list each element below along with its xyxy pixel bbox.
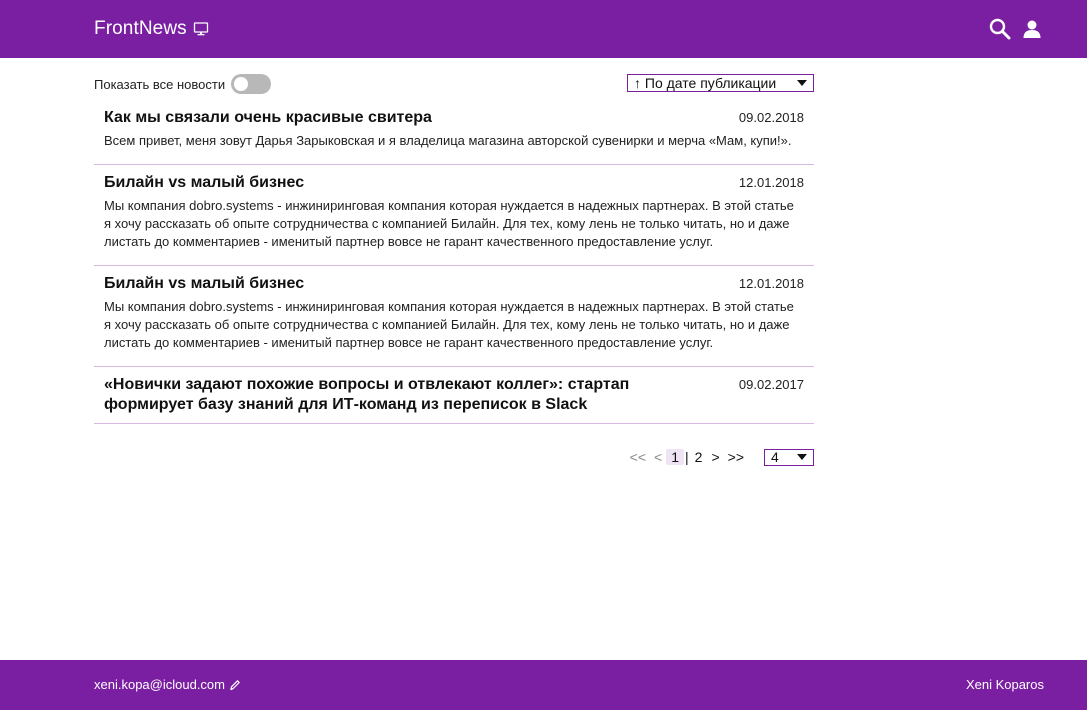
- news-item[interactable]: [94, 165, 814, 266]
- news-item[interactable]: [94, 100, 814, 165]
- monitor-icon: [193, 21, 209, 37]
- chevron-down-icon: [797, 80, 807, 86]
- news-date: 12.01.2018: [738, 175, 804, 190]
- footer: [0, 660, 1087, 710]
- toggle-knob: [234, 77, 248, 91]
- news-title[interactable]: Билайн vs малый бизнес: [104, 275, 305, 292]
- page-2-button[interactable]: 2: [694, 449, 703, 465]
- search-icon[interactable]: [987, 16, 1013, 42]
- news-title[interactable]: Как мы связали очень красивые свитера: [104, 109, 432, 126]
- show-all-label: Показать все новости: [94, 76, 226, 92]
- sort-select[interactable]: [627, 74, 814, 92]
- news-title[interactable]: «Новички задают похожие вопросы и отвлекают коллег»: стартап формирует базу знаний для ИТ-команд из переписок в Slack: [104, 376, 630, 413]
- pagination: [626, 447, 814, 467]
- news-excerpt: Мы компания dobro.systems - инжиниринговая компания которая нуждается в надежных партнерах. В этой статье я хочу рассказать об опыте сотрудничества с компанией Билайн. Для тех, кому лень не только читать, но и даже листать до комментариев - именитый партнер вовсе не гарант качественного предоставление услуг.: [104, 299, 794, 350]
- brand-title: FrontNews: [94, 18, 187, 39]
- sort-select-value: ↑ По дате публикации: [634, 75, 777, 91]
- news-title[interactable]: Билайн vs малый бизнес: [104, 174, 305, 191]
- news-item[interactable]: [94, 266, 814, 367]
- top-app-bar: [0, 0, 1087, 58]
- brand[interactable]: [94, 18, 209, 40]
- news-item-header: [104, 274, 804, 294]
- user-icon[interactable]: [1019, 16, 1045, 42]
- news-list: [94, 100, 814, 424]
- per-page-select[interactable]: [764, 449, 814, 466]
- news-excerpt: Всем привет, меня зовут Дарья Зарыковская и я владелица магазина авторской сувенирки и мерча «Мам, купи!».: [104, 133, 792, 148]
- news-item-header: [104, 173, 804, 193]
- show-all-toggle-group: [94, 73, 271, 95]
- last-page-button[interactable]: >>: [727, 449, 744, 465]
- page-1-button[interactable]: 1: [666, 449, 684, 465]
- footer-user-name[interactable]: Xeni Koparos: [965, 677, 1044, 692]
- news-date: 12.01.2018: [738, 276, 804, 291]
- page-separator: |: [685, 449, 689, 465]
- news-date: 09.02.2017: [738, 377, 804, 392]
- user-email: xeni.kopa@icloud.com: [94, 677, 225, 692]
- news-item[interactable]: [94, 367, 814, 424]
- news-date: 09.02.2018: [738, 110, 804, 125]
- news-excerpt: Мы компания dobro.systems - инжиниринговая компания которая нуждается в надежных партнерах. В этой статье я хочу рассказать об опыте сотрудничества с компанией Билайн. Для тех, кому лень не только читать, но и даже листать до комментариев - именитый партнер вовсе не гарант качественного предоставление услуг.: [104, 198, 794, 249]
- chevron-down-icon: [797, 454, 807, 460]
- show-all-toggle[interactable]: [231, 74, 271, 94]
- first-page-button[interactable]: <<: [629, 449, 647, 465]
- news-item-header: [104, 108, 804, 128]
- news-controls: [94, 73, 814, 95]
- per-page-value: 4: [771, 449, 779, 465]
- prev-page-button[interactable]: <: [654, 449, 663, 465]
- news-item-header: [104, 375, 804, 415]
- header-actions: [987, 16, 1045, 42]
- next-page-button[interactable]: >: [711, 449, 720, 465]
- pencil-icon[interactable]: [229, 679, 241, 691]
- footer-email-group: [94, 677, 241, 692]
